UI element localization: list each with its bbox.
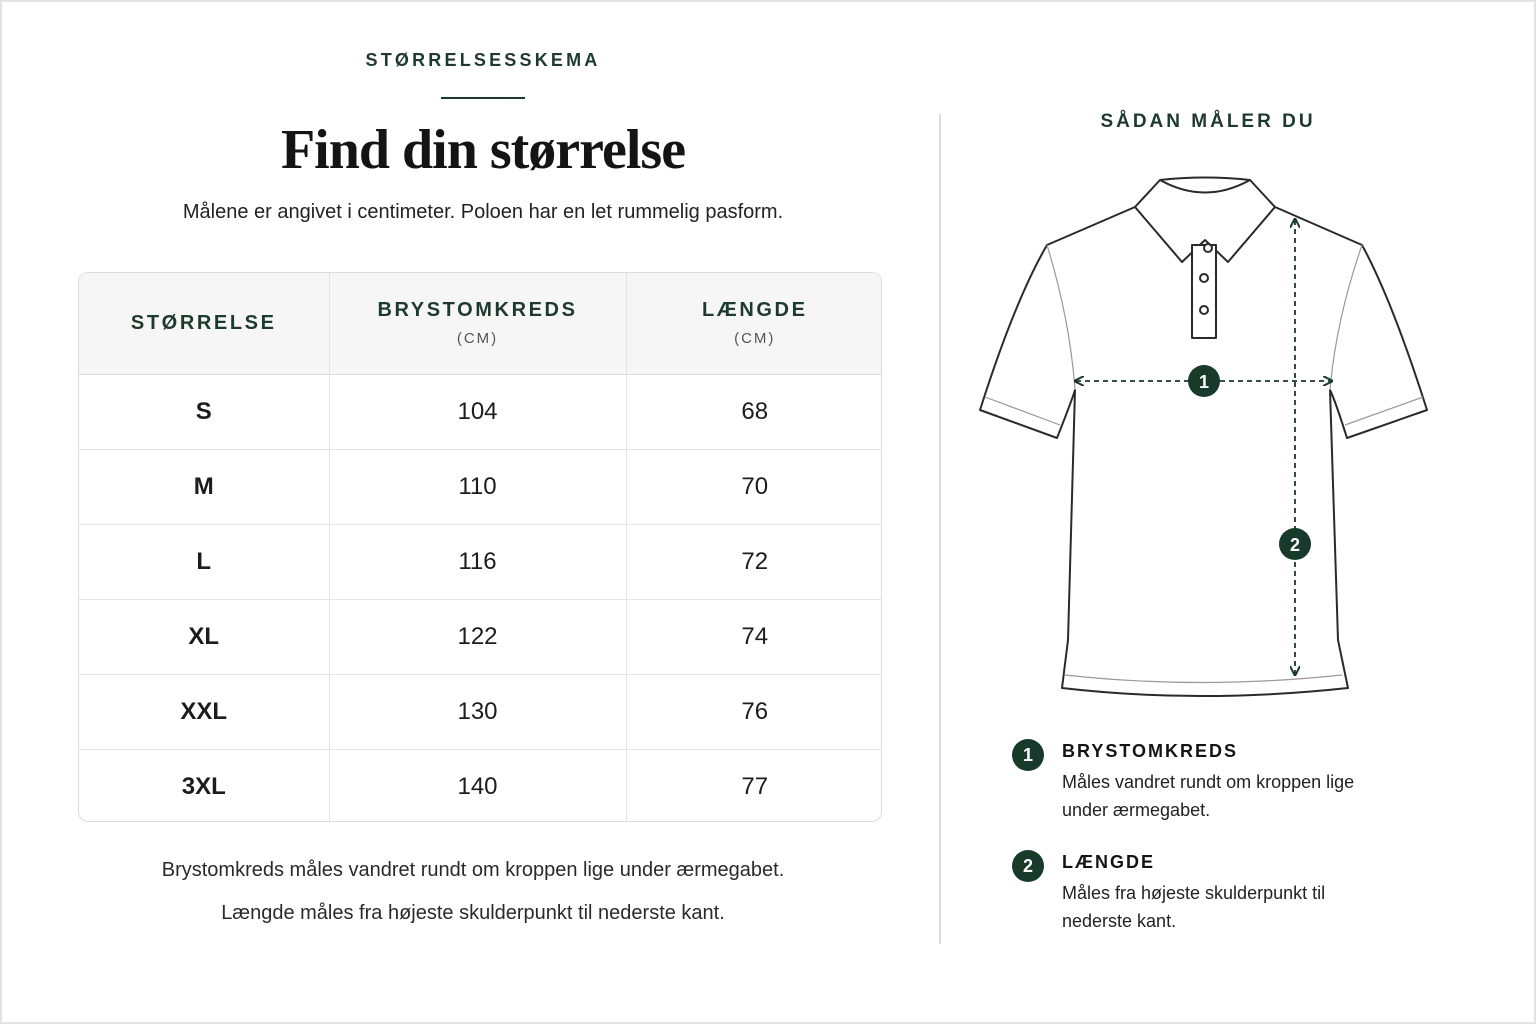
column-header-label: STØRRELSE bbox=[130, 311, 277, 334]
chest-marker bbox=[1188, 365, 1220, 397]
page-title: Find din størrelse bbox=[280, 119, 686, 181]
column-header-label: BRYSTOMKREDS bbox=[377, 299, 578, 322]
legend-description: Måles vandret rundt om kroppen lige under ærmegabet. bbox=[1062, 772, 1355, 820]
length-cell: 76 bbox=[626, 674, 882, 749]
chest-marker-number: 1 bbox=[1198, 372, 1210, 392]
size-cell: XXL bbox=[79, 674, 329, 749]
length-cell: 72 bbox=[626, 524, 882, 599]
chest-cell: 116 bbox=[329, 524, 626, 599]
table-row bbox=[79, 524, 882, 599]
size-cell: M bbox=[79, 449, 329, 524]
polo-shirt-icon bbox=[960, 160, 1450, 720]
chest-cell: 110 bbox=[329, 449, 626, 524]
table-row bbox=[79, 449, 882, 524]
chest-note: Brystomkreds måles vandret rundt om kroppen lige under ærmegabet. bbox=[161, 859, 785, 881]
length-marker-number: 2 bbox=[1289, 535, 1301, 555]
size-cell: S bbox=[195, 397, 212, 425]
size-cell: 3XL bbox=[79, 749, 329, 822]
size-cell: XL bbox=[79, 599, 329, 674]
table-row bbox=[79, 374, 882, 449]
column-header-chest bbox=[329, 273, 626, 374]
legend-description: Måles fra højeste skulderpunkt til nederste kant. bbox=[1062, 883, 1326, 931]
page-subtitle: Målene er angivet i centimeter. Poloen har en let rummelig pasform. bbox=[182, 201, 784, 223]
length-cell: 74 bbox=[626, 599, 882, 674]
length-cell: 77 bbox=[626, 749, 882, 822]
column-header-label: LÆNGDE bbox=[701, 299, 808, 322]
eyebrow-label: STØRRELSESSKEMA bbox=[365, 50, 601, 70]
table-header-row bbox=[79, 273, 882, 374]
column-header-length bbox=[626, 273, 882, 374]
legend-title: BRYSTOMKREDS bbox=[1062, 741, 1239, 761]
chest-cell: 104 bbox=[329, 374, 626, 449]
legend-text bbox=[1062, 741, 1382, 824]
shirt-outline bbox=[980, 178, 1427, 697]
legend-badge: 1 bbox=[1012, 739, 1044, 771]
column-header-size bbox=[79, 273, 329, 374]
table-row bbox=[79, 674, 882, 749]
column-header-unit: (CM) bbox=[456, 330, 499, 348]
length-marker bbox=[1279, 528, 1311, 560]
legend-badge: 2 bbox=[1012, 850, 1044, 882]
chest-cell: 140 bbox=[329, 749, 626, 822]
size-table bbox=[78, 272, 882, 822]
eyebrow-underline bbox=[441, 97, 525, 99]
column-divider bbox=[939, 114, 941, 944]
chest-cell: 122 bbox=[329, 599, 626, 674]
table-row bbox=[79, 599, 882, 674]
length-cell: 68 bbox=[626, 374, 882, 449]
length-note: Længde måles fra højeste skulderpunkt til nederste kant. bbox=[221, 902, 725, 924]
column-header-unit: (CM) bbox=[734, 330, 776, 348]
table-row bbox=[79, 749, 882, 822]
size-cell: L bbox=[79, 524, 329, 599]
legend-title: LÆNGDE bbox=[1062, 852, 1155, 872]
legend-text bbox=[1062, 852, 1382, 935]
how-to-measure-title: SÅDAN MÅLER DU bbox=[1100, 111, 1316, 132]
chest-cell: 130 bbox=[329, 674, 626, 749]
length-cell: 70 bbox=[626, 449, 882, 524]
